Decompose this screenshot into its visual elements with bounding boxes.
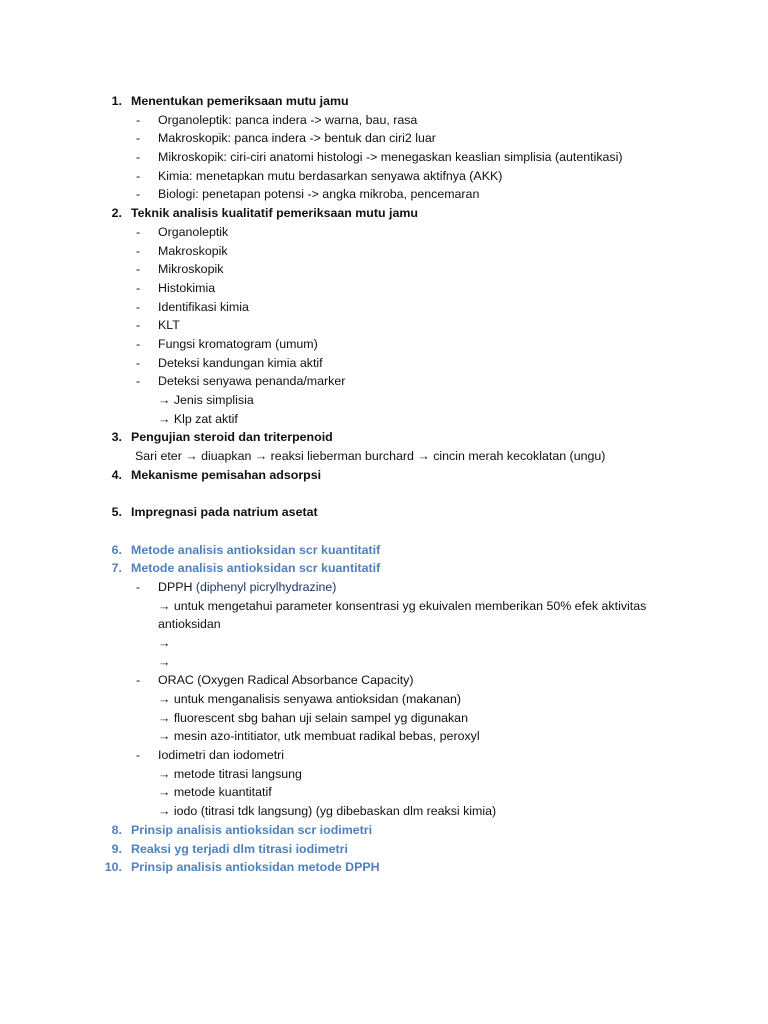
arrow-text: → untuk menganalisis senyawa antioksidan (makanan) (158, 692, 462, 706)
item-text: KLT (158, 318, 180, 333)
arrow-text: → untuk mengetahui parameter konsentrasi yg ekuivalen memberikan 50% efek aktivitas (158, 598, 647, 613)
arrow-text: → (158, 635, 171, 650)
heading-1 (0, 92, 768, 111)
heading-text: Metode analisis antioksidan scr kuantitatif (131, 542, 381, 557)
item-text: Fungsi kromatogram (umum) (158, 336, 318, 351)
list-number: 5. (111, 505, 122, 520)
heading-text: Pengujian steroid dan triterpenoid (131, 430, 333, 445)
item-text: Organoleptik (158, 224, 229, 239)
list-item (0, 167, 768, 186)
arrow-line (0, 634, 768, 653)
dpph-label: DPPH (158, 579, 193, 594)
list-item-iodo (0, 746, 768, 765)
list-item (0, 223, 768, 242)
blank-line (0, 522, 768, 541)
item-text: Makroskopik (158, 243, 228, 258)
arrow-line (0, 709, 768, 728)
heading-text: Teknik analisis kualitatif pemeriksaan mutu jamu (131, 206, 418, 221)
list-item (0, 185, 768, 204)
dash-bullet: - (136, 224, 141, 239)
heading-text: Mekanisme pemisahan adsorpsi (131, 467, 322, 482)
arrow-line (0, 783, 768, 802)
heading-8 (0, 821, 768, 840)
list-item (0, 242, 768, 261)
blank-line (0, 484, 768, 503)
dash-bullet: - (136, 168, 141, 183)
heading-6 (0, 541, 768, 560)
dash-bullet: - (136, 187, 141, 202)
item-text: Deteksi kandungan kimia aktif (158, 355, 323, 370)
item-text: Mikroskopik (158, 262, 224, 277)
list-number: 3. (111, 430, 122, 445)
arrow-line (0, 802, 768, 821)
list-item (0, 354, 768, 373)
heading-text: Impregnasi pada natrium asetat (131, 505, 318, 520)
list-item (0, 298, 768, 317)
heading-2 (0, 204, 768, 223)
heading-3 (0, 428, 768, 447)
item-text: Organoleptik: panca indera -> warna, bau, rasa (158, 112, 418, 127)
list-number: 9. (111, 841, 122, 856)
item-text: Identifikasi kimia (158, 299, 249, 314)
item-text: Deteksi senyawa penanda/marker (158, 374, 346, 389)
item-text: ORAC (Oxygen Radical Absorbance Capacity) (158, 673, 414, 688)
dash-bullet: - (136, 579, 141, 594)
heading-10 (0, 858, 768, 877)
dash-bullet: - (136, 355, 141, 370)
list-number: 1. (111, 94, 122, 108)
arrow-text: → Jenis simplisia (158, 393, 254, 407)
item-text: Makroskopik: panca indera -> bentuk dan ciri2 luar (158, 131, 436, 146)
list-item (0, 316, 768, 335)
arrow-line (0, 727, 768, 746)
list-number: 2. (111, 206, 122, 221)
heading-text: Reaksi yg terjadi dlm titrasi iodimetri (131, 841, 348, 856)
paragraph-text: Sari eter → diuapkan → reaksi lieberman burchard → cincin merah kecoklatan (ungu) (135, 449, 606, 464)
dash-bullet: - (136, 280, 141, 295)
list-number: 8. (111, 822, 122, 837)
list-item (0, 279, 768, 298)
list-number: 6. (111, 542, 122, 557)
arrow-line (0, 615, 768, 634)
heading-text: Metode analisis antioksidan scr kuantitatif (131, 561, 381, 576)
dash-bullet: - (136, 150, 141, 165)
list-item (0, 111, 768, 130)
heading-7 (0, 559, 768, 578)
arrow-line (0, 597, 768, 616)
dash-bullet: - (136, 262, 141, 277)
item-text: Histokimia (158, 280, 216, 295)
paragraph (0, 447, 768, 466)
dash-bullet: - (136, 336, 141, 351)
list-number: 4. (111, 467, 122, 482)
arrow-line (0, 391, 768, 410)
arrow-text: → iodo (titrasi tdk langsung) (yg dibebaskan dlm reaksi kimia) (158, 804, 497, 819)
arrow-text: → metode titrasi langsung (158, 766, 302, 781)
item-text (158, 578, 336, 597)
dash-bullet: - (136, 673, 141, 688)
arrow-line (0, 690, 768, 709)
arrow-line (0, 653, 768, 672)
arrow-text: → fluorescent sbg bahan uji selain sampel yg digunakan (158, 710, 468, 725)
list-item (0, 372, 768, 391)
dash-bullet: - (136, 374, 141, 389)
arrow-text: antioksidan (158, 617, 221, 632)
item-text: Mikroskopik: ciri-ciri anatomi histologi -> menegaskan keaslian simplisia (autentikasi) (158, 150, 623, 165)
item-text: Iodimetri dan iodometri (158, 748, 285, 763)
heading-text: Prinsip analisis antioksidan scr iodimetri (131, 822, 373, 837)
dash-bullet: - (136, 299, 141, 314)
dpph-paren: (diphenyl picrylhydrazine) (195, 579, 337, 594)
dash-bullet: - (136, 131, 141, 146)
heading-text: Menentukan pemeriksaan mutu jamu (131, 94, 349, 108)
heading-text: Prinsip analisis antioksidan metode DPPH (131, 860, 380, 875)
list-number: 10. (104, 860, 122, 875)
heading-4 (0, 466, 768, 485)
dash-bullet: - (136, 112, 141, 127)
list-item-orac (0, 671, 768, 690)
arrow-line (0, 410, 768, 429)
arrow-text: → metode kuantitatif (158, 785, 272, 800)
list-item (0, 148, 768, 167)
list-item (0, 335, 768, 354)
heading-5 (0, 503, 768, 522)
dash-bullet: - (136, 318, 141, 333)
list-number: 7. (111, 561, 122, 576)
heading-9 (0, 840, 768, 859)
arrow-line (0, 765, 768, 784)
item-text: Kimia: menetapkan mutu berdasarkan senyawa aktifnya (AKK) (158, 168, 503, 183)
list-item-dpph (0, 578, 768, 597)
dash-bullet: - (136, 748, 141, 763)
arrow-text: → Klp zat aktif (158, 411, 238, 426)
list-item (0, 260, 768, 279)
item-text: Biologi: penetapan potensi -> angka mikroba, pencemaran (158, 187, 480, 202)
arrow-text: → (158, 654, 171, 669)
arrow-text: → mesin azo-intitiator, utk membuat radikal bebas, peroxyl (158, 729, 480, 744)
dash-bullet: - (136, 243, 141, 258)
list-item (0, 129, 768, 148)
document-body (0, 92, 768, 877)
